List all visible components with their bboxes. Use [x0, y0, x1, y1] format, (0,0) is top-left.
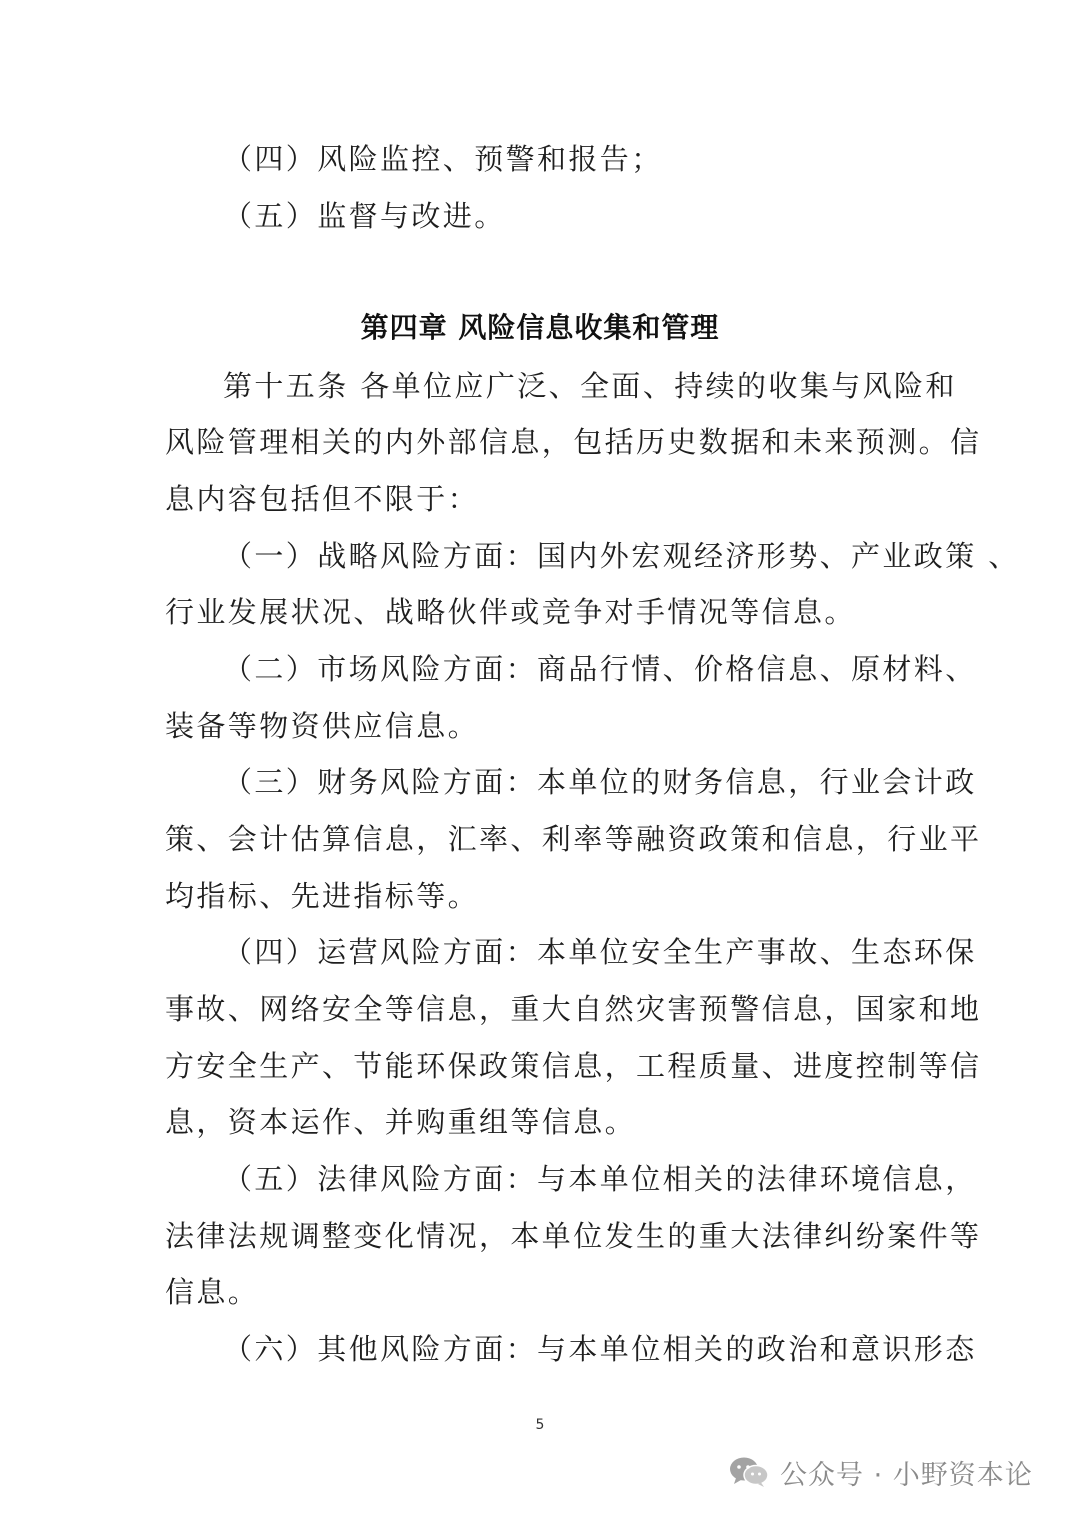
- item-operational-risk-line-3: 方安全生产、节能环保政策信息，工程质量、进度控制等信: [165, 1049, 982, 1083]
- item-other-risk-line-1: （六）其他风险方面：与本单位相关的政治和意识形态: [223, 1332, 977, 1366]
- item-market-risk-line-1: （二）市场风险方面：商品行情、价格信息、原材料、: [223, 652, 977, 686]
- list-item-supervision: （五）监督与改进。: [223, 199, 506, 233]
- item-legal-risk-line-2: 法律法规调整变化情况，本单位发生的重大法律纠纷案件等: [165, 1219, 982, 1253]
- item-financial-risk-line-1: （三）财务风险方面：本单位的财务信息，行业会计政: [223, 765, 977, 799]
- chapter-heading: 第四章 风险信息收集和管理: [360, 311, 720, 344]
- item-operational-risk-line-2: 事故、网络安全等信息，重大自然灾害预警信息，国家和地: [165, 992, 982, 1026]
- item-operational-risk-line-4: 息，资本运作、并购重组等信息。: [165, 1105, 637, 1139]
- article-15-line-3: 息内容包括但不限于：: [165, 482, 480, 516]
- item-financial-risk-line-2: 策、会计估算信息，汇率、利率等融资政策和信息，行业平: [165, 822, 982, 856]
- wechat-icon: [728, 1455, 770, 1489]
- item-financial-risk-line-3: 均指标、先进指标等。: [165, 879, 480, 913]
- item-legal-risk-line-1: （五）法律风险方面：与本单位相关的法律环境信息，: [223, 1162, 977, 1196]
- item-market-risk-line-2: 装备等物资供应信息。: [165, 709, 480, 743]
- watermark: [728, 1452, 1033, 1492]
- article-15-line-1: 第十五条 各单位应广泛、全面、持续的收集与风险和: [223, 369, 957, 403]
- item-operational-risk-line-1: （四）运营风险方面：本单位安全生产事故、生态环保: [223, 935, 977, 969]
- item-legal-risk-line-3: 信息。: [165, 1275, 260, 1309]
- list-item-monitoring: （四）风险监控、预警和报告；: [223, 142, 663, 176]
- page-number: 5: [535, 1417, 545, 1433]
- watermark-text: 公众号 · 小野资本论: [780, 1459, 1033, 1491]
- item-strategic-risk-line-2: 行业发展状况、战略伙伴或竞争对手情况等信息。: [165, 595, 856, 629]
- item-strategic-risk-line-1: （一）战略风险方面：国内外宏观经济形势、产业政策 、: [223, 539, 1020, 573]
- article-15-line-2: 风险管理相关的内外部信息，包括历史数据和未来预测。信: [165, 425, 982, 459]
